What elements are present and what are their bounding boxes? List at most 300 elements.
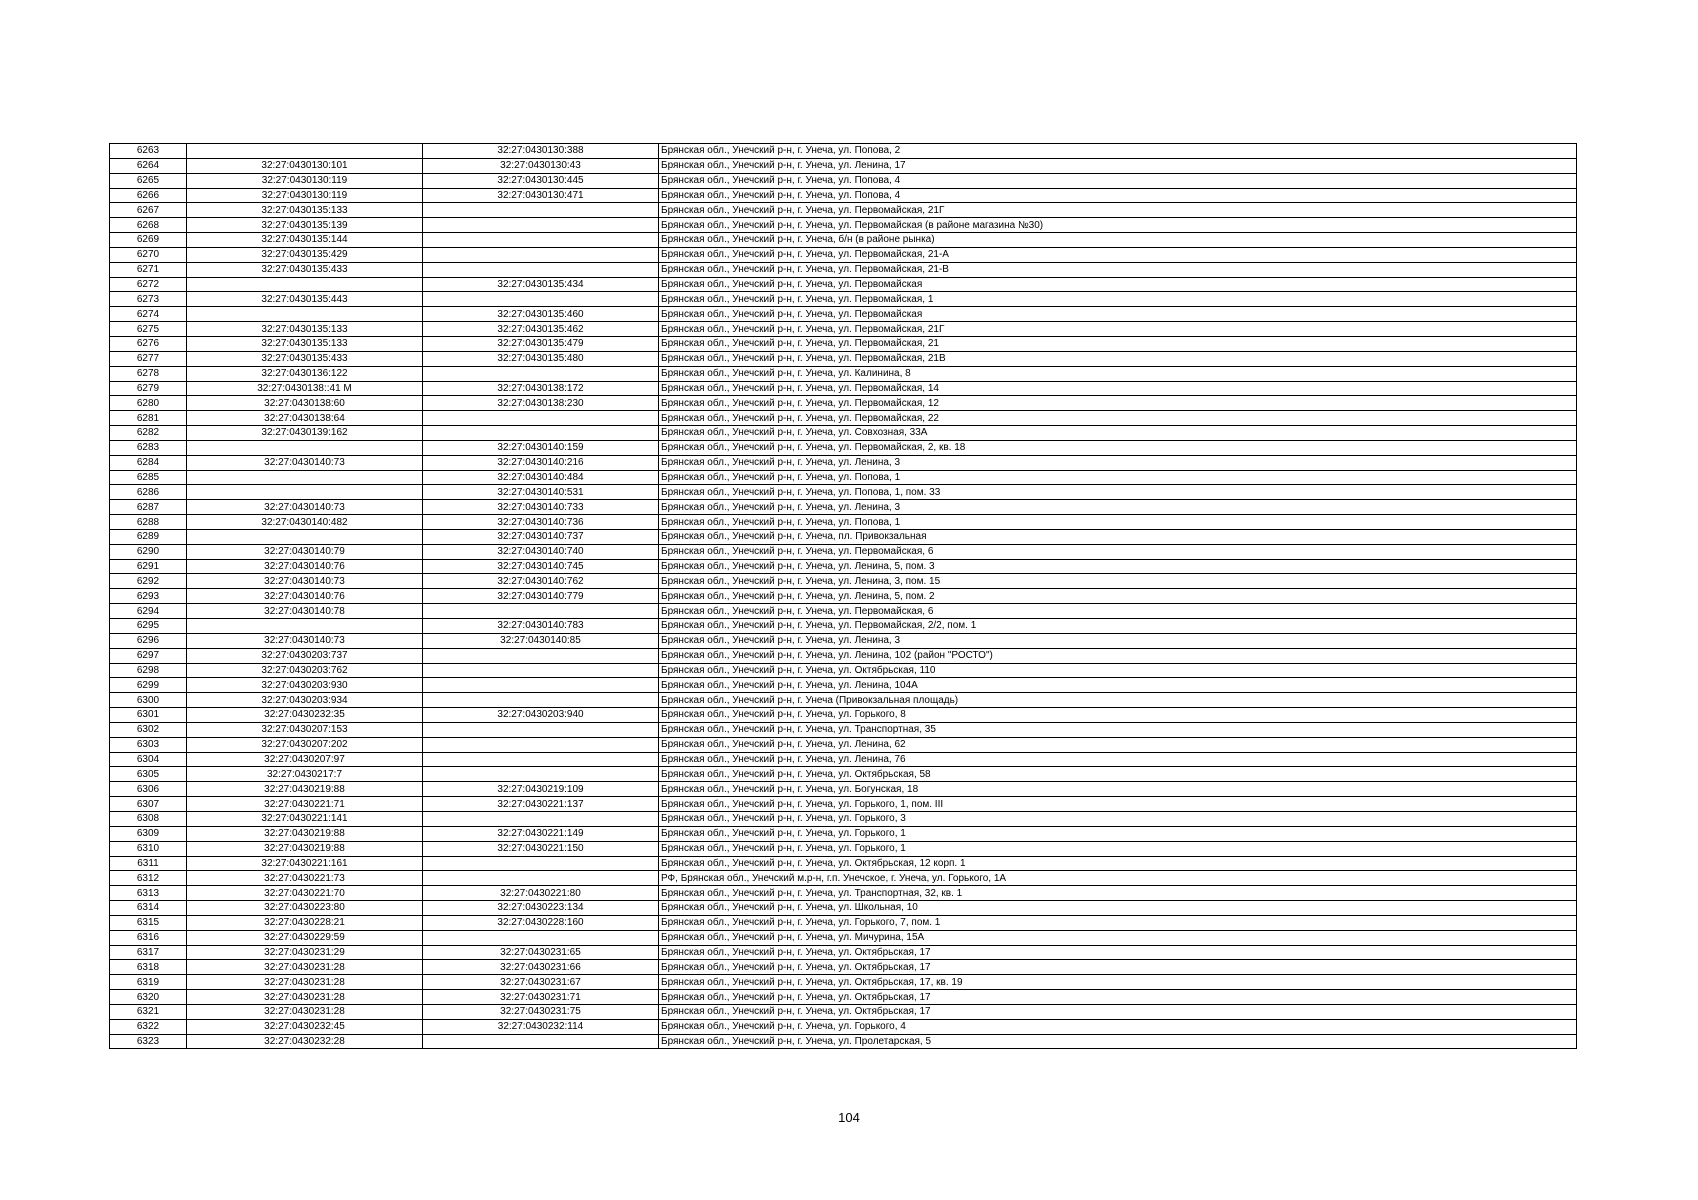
object-cadastral-number-cell: 32:27:0430140:745 (423, 559, 659, 574)
row-number-cell: 6285 (110, 470, 187, 485)
row-number-cell: 6312 (110, 871, 187, 886)
address-cell: Брянская обл., Унечский р-н, г. Унеча, ул. Первомайская (в районе магазина №30) (659, 218, 1577, 233)
row-number-cell: 6281 (110, 411, 187, 426)
table-row (110, 1004, 1577, 1019)
cadastral-number-cell: 32:27:0430140:76 (187, 559, 423, 574)
object-cadastral-number-cell: 32:27:0430140:779 (423, 589, 659, 604)
cadastral-number-cell: 32:27:0430231:28 (187, 975, 423, 990)
table-row (110, 515, 1577, 530)
table-row (110, 752, 1577, 767)
address-cell: Брянская обл., Унечский р-н, г. Унеча, ул. Горького, 4 (659, 1019, 1577, 1034)
row-number-cell: 6314 (110, 901, 187, 916)
cadastral-number-cell: 32:27:0430136:122 (187, 366, 423, 381)
row-number-cell: 6272 (110, 277, 187, 292)
table-row (110, 336, 1577, 351)
address-cell: Брянская обл., Унечский р-н, г. Унеча, ул. Ленина, 3 (659, 633, 1577, 648)
cadastral-number-cell: 32:27:0430135:144 (187, 233, 423, 248)
cadastral-number-cell: 32:27:0430138:64 (187, 411, 423, 426)
row-number-cell: 6292 (110, 574, 187, 589)
address-cell: Брянская обл., Унечский р-н, г. Унеча, ул. Ленина, 3 (659, 455, 1577, 470)
table-row (110, 856, 1577, 871)
object-cadastral-number-cell (423, 1034, 659, 1049)
object-cadastral-number-cell (423, 856, 659, 871)
object-cadastral-number-cell: 32:27:0430231:67 (423, 975, 659, 990)
table-row (110, 722, 1577, 737)
cadastral-number-cell: 32:27:0430221:161 (187, 856, 423, 871)
row-number-cell: 6263 (110, 144, 187, 159)
cadastral-number-cell: 32:27:0430135:139 (187, 218, 423, 233)
cadastral-number-cell: 32:27:0430228:21 (187, 915, 423, 930)
object-cadastral-number-cell: 32:27:0430140:484 (423, 470, 659, 485)
cadastral-number-cell: 32:27:0430135:133 (187, 336, 423, 351)
table-row (110, 247, 1577, 262)
row-number-cell: 6290 (110, 544, 187, 559)
address-cell: Брянская обл., Унечский р-н, г. Унеча, ул. Октябрьская, 17 (659, 960, 1577, 975)
row-number-cell: 6264 (110, 158, 187, 173)
cadastral-number-cell: 32:27:0430135:133 (187, 203, 423, 218)
cadastral-number-cell: 32:27:0430139:162 (187, 426, 423, 441)
object-cadastral-number-cell (423, 930, 659, 945)
object-cadastral-number-cell (423, 663, 659, 678)
cadastral-number-cell: 32:27:0430203:934 (187, 693, 423, 708)
cadastral-number-cell: 32:27:0430135:443 (187, 292, 423, 307)
row-number-cell: 6319 (110, 975, 187, 990)
address-cell: Брянская обл., Унечский р-н, г. Унеча (Привокзальная площадь) (659, 693, 1577, 708)
object-cadastral-number-cell: 32:27:0430140:740 (423, 544, 659, 559)
object-cadastral-number-cell: 32:27:0430140:531 (423, 485, 659, 500)
cadastral-number-cell: 32:27:0430231:28 (187, 1004, 423, 1019)
table-row (110, 500, 1577, 515)
cadastral-number-cell: 32:27:0430232:45 (187, 1019, 423, 1034)
row-number-cell: 6305 (110, 767, 187, 782)
row-number-cell: 6274 (110, 307, 187, 322)
row-number-cell: 6265 (110, 173, 187, 188)
table-row (110, 529, 1577, 544)
object-cadastral-number-cell (423, 811, 659, 826)
table-row (110, 544, 1577, 559)
address-cell: Брянская обл., Унечский р-н, г. Унеча, ул. Октябрьская, 110 (659, 663, 1577, 678)
cadastral-number-cell: 32:27:0430232:35 (187, 708, 423, 723)
address-cell: Брянская обл., Унечский р-н, г. Унеча, ул. Транспортная, 35 (659, 722, 1577, 737)
address-cell: Брянская обл., Унечский р-н, г. Унеча, ул. Первомайская, 2/2, пом. 1 (659, 619, 1577, 634)
table-row (110, 559, 1577, 574)
object-cadastral-number-cell: 32:27:0430135:434 (423, 277, 659, 292)
cadastral-number-cell: 32:27:0430207:97 (187, 752, 423, 767)
cadastral-number-cell: 32:27:0430221:71 (187, 797, 423, 812)
object-cadastral-number-cell: 32:27:0430221:137 (423, 797, 659, 812)
object-cadastral-number-cell: 32:27:0430135:460 (423, 307, 659, 322)
object-cadastral-number-cell: 32:27:0430221:150 (423, 841, 659, 856)
table-row (110, 351, 1577, 366)
address-cell: Брянская обл., Унечский р-н, г. Унеча, ул. Горького, 1 (659, 826, 1577, 841)
row-number-cell: 6300 (110, 693, 187, 708)
row-number-cell: 6280 (110, 396, 187, 411)
object-cadastral-number-cell: 32:27:0430140:733 (423, 500, 659, 515)
address-cell: Брянская обл., Унечский р-н, г. Унеча, ул. Горького, 8 (659, 708, 1577, 723)
address-cell: Брянская обл., Унечский р-н, г. Унеча, ул. Ленина, 5, пом. 3 (659, 559, 1577, 574)
object-cadastral-number-cell (423, 233, 659, 248)
table-row (110, 233, 1577, 248)
row-number-cell: 6288 (110, 515, 187, 530)
cadastral-number-cell: 32:27:0430219:88 (187, 841, 423, 856)
row-number-cell: 6315 (110, 915, 187, 930)
table-row (110, 990, 1577, 1005)
row-number-cell: 6276 (110, 336, 187, 351)
row-number-cell: 6295 (110, 619, 187, 634)
cadastral-number-cell: 32:27:0430140:73 (187, 455, 423, 470)
object-cadastral-number-cell (423, 366, 659, 381)
cadastral-number-cell: 32:27:0430135:433 (187, 351, 423, 366)
address-cell: Брянская обл., Унечский р-н, г. Унеча, ул. Попова, 1, пом. 33 (659, 485, 1577, 500)
table-row (110, 396, 1577, 411)
row-number-cell: 6267 (110, 203, 187, 218)
cadastral-number-cell: 32:27:0430219:88 (187, 826, 423, 841)
object-cadastral-number-cell: 32:27:0430219:109 (423, 782, 659, 797)
row-number-cell: 6302 (110, 722, 187, 737)
cadastral-number-cell: 32:27:0430207:153 (187, 722, 423, 737)
cadastral-number-cell (187, 307, 423, 322)
address-cell: Брянская обл., Унечский р-н, г. Унеча, пл. Привокзальная (659, 529, 1577, 544)
cadastral-number-cell: 32:27:0430231:28 (187, 990, 423, 1005)
table-row (110, 945, 1577, 960)
row-number-cell: 6313 (110, 886, 187, 901)
cadastral-number-cell: 32:27:0430140:79 (187, 544, 423, 559)
row-number-cell: 6311 (110, 856, 187, 871)
cadastral-number-cell: 32:27:0430135:133 (187, 322, 423, 337)
address-cell: Брянская обл., Унечский р-н, г. Унеча, ул. Первомайская, 21 (659, 336, 1577, 351)
object-cadastral-number-cell: 32:27:0430231:65 (423, 945, 659, 960)
address-cell: Брянская обл., Унечский р-н, г. Унеча, ул. Октябрьская, 12 корп. 1 (659, 856, 1577, 871)
address-cell: Брянская обл., Унечский р-н, г. Унеча, ул. Первомайская, 21Г (659, 322, 1577, 337)
address-cell: Брянская обл., Унечский р-н, г. Унеча, ул. Первомайская, 12 (659, 396, 1577, 411)
address-cell: Брянская обл., Унечский р-н, г. Унеча, ул. Горького, 3 (659, 811, 1577, 826)
object-cadastral-number-cell (423, 247, 659, 262)
table-row (110, 782, 1577, 797)
cadastral-number-cell: 32:27:0430140:76 (187, 589, 423, 604)
object-cadastral-number-cell: 32:27:0430140:85 (423, 633, 659, 648)
table-row (110, 455, 1577, 470)
table-row (110, 678, 1577, 693)
row-number-cell: 6322 (110, 1019, 187, 1034)
cadastral-number-cell: 32:27:0430221:70 (187, 886, 423, 901)
object-cadastral-number-cell: 32:27:0430203:940 (423, 708, 659, 723)
object-cadastral-number-cell: 32:27:0430221:149 (423, 826, 659, 841)
table-row (110, 841, 1577, 856)
cadastral-number-cell: 32:27:0430223:80 (187, 901, 423, 916)
cadastral-number-cell: 32:27:0430130:101 (187, 158, 423, 173)
table-row (110, 188, 1577, 203)
row-number-cell: 6308 (110, 811, 187, 826)
row-number-cell: 6321 (110, 1004, 187, 1019)
address-cell: Брянская обл., Унечский р-н, г. Унеча, ул. Транспортная, 32, кв. 1 (659, 886, 1577, 901)
table-row (110, 307, 1577, 322)
cadastral-number-cell: 32:27:0430217:7 (187, 767, 423, 782)
registry-table-body (110, 144, 1577, 1049)
table-row (110, 218, 1577, 233)
table-row (110, 1019, 1577, 1034)
address-cell: Брянская обл., Унечский р-н, г. Унеча, ул. Первомайская, 14 (659, 381, 1577, 396)
table-row (110, 663, 1577, 678)
address-cell: Брянская обл., Унечский р-н, г. Унеча, ул. Октябрьская, 58 (659, 767, 1577, 782)
cadastral-number-cell: 32:27:0430221:141 (187, 811, 423, 826)
object-cadastral-number-cell: 32:27:0430228:160 (423, 915, 659, 930)
row-number-cell: 6275 (110, 322, 187, 337)
address-cell: Брянская обл., Унечский р-н, г. Унеча, ул. Мичурина, 15А (659, 930, 1577, 945)
table-row (110, 915, 1577, 930)
cadastral-number-cell: 32:27:0430135:429 (187, 247, 423, 262)
address-cell: Брянская обл., Унечский р-н, г. Унеча, ул. Первомайская, 21В (659, 351, 1577, 366)
object-cadastral-number-cell: 32:27:0430223:134 (423, 901, 659, 916)
table-row (110, 203, 1577, 218)
row-number-cell: 6266 (110, 188, 187, 203)
object-cadastral-number-cell (423, 737, 659, 752)
address-cell: Брянская обл., Унечский р-н, г. Унеча, ул. Первомайская, 6 (659, 544, 1577, 559)
cadastral-number-cell: 32:27:0430130:119 (187, 173, 423, 188)
row-number-cell: 6317 (110, 945, 187, 960)
cadastral-number-cell (187, 277, 423, 292)
table-row (110, 619, 1577, 634)
object-cadastral-number-cell: 32:27:0430231:75 (423, 1004, 659, 1019)
address-cell: Брянская обл., Унечский р-н, г. Унеча, ул. Пролетарская, 5 (659, 1034, 1577, 1049)
table-row (110, 811, 1577, 826)
table-row (110, 322, 1577, 337)
cadastral-number-cell: 32:27:0430140:78 (187, 604, 423, 619)
row-number-cell: 6303 (110, 737, 187, 752)
row-number-cell: 6307 (110, 797, 187, 812)
cadastral-number-cell: 32:27:0430229:59 (187, 930, 423, 945)
cadastral-number-cell: 32:27:0430221:73 (187, 871, 423, 886)
row-number-cell: 6320 (110, 990, 187, 1005)
row-number-cell: 6304 (110, 752, 187, 767)
cadastral-number-cell (187, 440, 423, 455)
address-cell: Брянская обл., Унечский р-н, г. Унеча, ул. Ленина, 3 (659, 500, 1577, 515)
object-cadastral-number-cell: 32:27:0430130:388 (423, 144, 659, 159)
address-cell: Брянская обл., Унечский р-н, г. Унеча, ул. Ленина, 76 (659, 752, 1577, 767)
object-cadastral-number-cell (423, 648, 659, 663)
cadastral-number-cell: 32:27:0430203:930 (187, 678, 423, 693)
row-number-cell: 6289 (110, 529, 187, 544)
table-row (110, 604, 1577, 619)
table-row (110, 693, 1577, 708)
cadastral-number-cell (187, 485, 423, 500)
row-number-cell: 6291 (110, 559, 187, 574)
cadastral-number-cell: 32:27:0430138:60 (187, 396, 423, 411)
row-number-cell: 6279 (110, 381, 187, 396)
object-cadastral-number-cell: 32:27:0430140:736 (423, 515, 659, 530)
row-number-cell: 6296 (110, 633, 187, 648)
object-cadastral-number-cell (423, 604, 659, 619)
row-number-cell: 6316 (110, 930, 187, 945)
address-cell: Брянская обл., Унечский р-н, г. Унеча, ул. Ленина, 102 (район "РОСТО") (659, 648, 1577, 663)
row-number-cell: 6318 (110, 960, 187, 975)
table-row (110, 797, 1577, 812)
table-row (110, 886, 1577, 901)
row-number-cell: 6294 (110, 604, 187, 619)
cadastral-number-cell: 32:27:0430207:202 (187, 737, 423, 752)
cadastral-number-cell: 32:27:0430203:737 (187, 648, 423, 663)
table-row (110, 411, 1577, 426)
address-cell: Брянская обл., Унечский р-н, г. Унеча, ул. Школьная, 10 (659, 901, 1577, 916)
address-cell: Брянская обл., Унечский р-н, г. Унеча, ул. Первомайская, 21-В (659, 262, 1577, 277)
object-cadastral-number-cell (423, 411, 659, 426)
address-cell: Брянская обл., Унечский р-н, г. Унеча, ул. Калинина, 8 (659, 366, 1577, 381)
table-row (110, 930, 1577, 945)
object-cadastral-number-cell: 32:27:0430130:43 (423, 158, 659, 173)
table-row (110, 708, 1577, 723)
table-row (110, 292, 1577, 307)
object-cadastral-number-cell: 32:27:0430140:762 (423, 574, 659, 589)
table-row (110, 589, 1577, 604)
row-number-cell: 6273 (110, 292, 187, 307)
object-cadastral-number-cell (423, 203, 659, 218)
object-cadastral-number-cell: 32:27:0430135:480 (423, 351, 659, 366)
cadastral-number-cell: 32:27:0430135:433 (187, 262, 423, 277)
object-cadastral-number-cell: 32:27:0430130:471 (423, 188, 659, 203)
object-cadastral-number-cell: 32:27:0430140:783 (423, 619, 659, 634)
table-row (110, 426, 1577, 441)
table-row (110, 173, 1577, 188)
object-cadastral-number-cell: 32:27:0430130:445 (423, 173, 659, 188)
address-cell: Брянская обл., Унечский р-н, г. Унеча, ул. Первомайская, 21-А (659, 247, 1577, 262)
table-row (110, 440, 1577, 455)
table-row (110, 262, 1577, 277)
table-row (110, 381, 1577, 396)
cadastral-number-cell: 32:27:0430130:119 (187, 188, 423, 203)
address-cell: Брянская обл., Унечский р-н, г. Унеча, ул. Богунская, 18 (659, 782, 1577, 797)
object-cadastral-number-cell: 32:27:0430135:462 (423, 322, 659, 337)
table-row (110, 144, 1577, 159)
address-cell: Брянская обл., Унечский р-н, г. Унеча, б/н (в районе рынка) (659, 233, 1577, 248)
object-cadastral-number-cell (423, 262, 659, 277)
cadastral-number-cell: 32:27:0430219:88 (187, 782, 423, 797)
row-number-cell: 6284 (110, 455, 187, 470)
object-cadastral-number-cell: 32:27:0430135:479 (423, 336, 659, 351)
cadastral-number-cell (187, 529, 423, 544)
row-number-cell: 6271 (110, 262, 187, 277)
address-cell: РФ, Брянская обл., Унечский м.р-н, г.п. Унечское, г. Унеча, ул. Горького, 1А (659, 871, 1577, 886)
cadastral-number-cell (187, 619, 423, 634)
row-number-cell: 6323 (110, 1034, 187, 1049)
object-cadastral-number-cell (423, 693, 659, 708)
row-number-cell: 6309 (110, 826, 187, 841)
row-number-cell: 6293 (110, 589, 187, 604)
address-cell: Брянская обл., Унечский р-н, г. Унеча, ул. Ленина, 5, пом. 2 (659, 589, 1577, 604)
address-cell: Брянская обл., Унечский р-н, г. Унеча, ул. Ленина, 17 (659, 158, 1577, 173)
address-cell: Брянская обл., Унечский р-н, г. Унеча, ул. Горького, 1 (659, 841, 1577, 856)
row-number-cell: 6306 (110, 782, 187, 797)
table-row (110, 633, 1577, 648)
page-number: 104 (838, 1110, 860, 1125)
cadastral-number-cell: 32:27:0430232:28 (187, 1034, 423, 1049)
object-cadastral-number-cell (423, 752, 659, 767)
table-row (110, 975, 1577, 990)
table-row (110, 1034, 1577, 1049)
object-cadastral-number-cell: 32:27:0430138:172 (423, 381, 659, 396)
address-cell: Брянская обл., Унечский р-н, г. Унеча, ул. Октябрьская, 17 (659, 990, 1577, 1005)
row-number-cell: 6277 (110, 351, 187, 366)
address-cell: Брянская обл., Унечский р-н, г. Унеча, ул. Ленина, 62 (659, 737, 1577, 752)
table-row (110, 871, 1577, 886)
cadastral-number-cell (187, 470, 423, 485)
object-cadastral-number-cell (423, 722, 659, 737)
cadastral-number-cell: 32:27:0430138::41 М (187, 381, 423, 396)
address-cell: Брянская обл., Унечский р-н, г. Унеча, ул. Попова, 2 (659, 144, 1577, 159)
object-cadastral-number-cell: 32:27:0430221:80 (423, 886, 659, 901)
address-cell: Брянская обл., Унечский р-н, г. Унеча, ул. Первомайская, 22 (659, 411, 1577, 426)
cadastral-number-cell: 32:27:0430231:29 (187, 945, 423, 960)
object-cadastral-number-cell (423, 426, 659, 441)
address-cell: Брянская обл., Унечский р-н, г. Унеча, ул. Совхозная, 33А (659, 426, 1577, 441)
row-number-cell: 6298 (110, 663, 187, 678)
table-row (110, 485, 1577, 500)
object-cadastral-number-cell: 32:27:0430140:216 (423, 455, 659, 470)
address-cell: Брянская обл., Унечский р-н, г. Унеча, ул. Первомайская, 2, кв. 18 (659, 440, 1577, 455)
row-number-cell: 6297 (110, 648, 187, 663)
address-cell: Брянская обл., Унечский р-н, г. Унеча, ул. Горького, 1, пом. III (659, 797, 1577, 812)
address-cell: Брянская обл., Унечский р-н, г. Унеча, ул. Первомайская (659, 277, 1577, 292)
table-row (110, 648, 1577, 663)
object-cadastral-number-cell: 32:27:0430232:114 (423, 1019, 659, 1034)
row-number-cell: 6310 (110, 841, 187, 856)
address-cell: Брянская обл., Унечский р-н, г. Унеча, ул. Ленина, 104А (659, 678, 1577, 693)
table-row (110, 960, 1577, 975)
object-cadastral-number-cell: 32:27:0430140:737 (423, 529, 659, 544)
address-cell: Брянская обл., Унечский р-н, г. Унеча, ул. Горького, 7, пом. 1 (659, 915, 1577, 930)
address-cell: Брянская обл., Унечский р-н, г. Унеча, ул. Попова, 1 (659, 470, 1577, 485)
table-row (110, 366, 1577, 381)
cadastral-number-cell: 32:27:0430203:762 (187, 663, 423, 678)
address-cell: Брянская обл., Унечский р-н, г. Унеча, ул. Первомайская, 21Г (659, 203, 1577, 218)
table-row (110, 277, 1577, 292)
cadastral-number-cell: 32:27:0430140:73 (187, 500, 423, 515)
row-number-cell: 6299 (110, 678, 187, 693)
address-cell: Брянская обл., Унечский р-н, г. Унеча, ул. Октябрьская, 17, кв. 19 (659, 975, 1577, 990)
row-number-cell: 6278 (110, 366, 187, 381)
address-cell: Брянская обл., Унечский р-н, г. Унеча, ул. Ленина, 3, пом. 15 (659, 574, 1577, 589)
cadastral-number-cell: 32:27:0430231:28 (187, 960, 423, 975)
object-cadastral-number-cell: 32:27:0430140:159 (423, 440, 659, 455)
table-row (110, 901, 1577, 916)
address-cell: Брянская обл., Унечский р-н, г. Унеча, ул. Первомайская, 1 (659, 292, 1577, 307)
address-cell: Брянская обл., Унечский р-н, г. Унеча, ул. Попова, 4 (659, 173, 1577, 188)
row-number-cell: 6268 (110, 218, 187, 233)
table-row (110, 470, 1577, 485)
address-cell: Брянская обл., Унечский р-н, г. Унеча, ул. Первомайская (659, 307, 1577, 322)
table-row (110, 158, 1577, 173)
cadastral-number-cell (187, 144, 423, 159)
cadastral-number-cell: 32:27:0430140:73 (187, 574, 423, 589)
row-number-cell: 6270 (110, 247, 187, 262)
object-cadastral-number-cell (423, 218, 659, 233)
cadastral-number-cell: 32:27:0430140:73 (187, 633, 423, 648)
cadastral-number-cell: 32:27:0430140:482 (187, 515, 423, 530)
row-number-cell: 6283 (110, 440, 187, 455)
row-number-cell: 6269 (110, 233, 187, 248)
address-cell: Брянская обл., Унечский р-н, г. Унеча, ул. Попова, 4 (659, 188, 1577, 203)
address-cell: Брянская обл., Унечский р-н, г. Унеча, ул. Попова, 1 (659, 515, 1577, 530)
registry-table (109, 143, 1577, 1049)
object-cadastral-number-cell (423, 292, 659, 307)
table-row (110, 826, 1577, 841)
address-cell: Брянская обл., Унечский р-н, г. Унеча, ул. Октябрьская, 17 (659, 1004, 1577, 1019)
row-number-cell: 6287 (110, 500, 187, 515)
address-cell: Брянская обл., Унечский р-н, г. Унеча, ул. Первомайская, 6 (659, 604, 1577, 619)
object-cadastral-number-cell: 32:27:0430231:66 (423, 960, 659, 975)
address-cell: Брянская обл., Унечский р-н, г. Унеча, ул. Октябрьская, 17 (659, 945, 1577, 960)
table-row (110, 737, 1577, 752)
table-row (110, 767, 1577, 782)
object-cadastral-number-cell (423, 871, 659, 886)
